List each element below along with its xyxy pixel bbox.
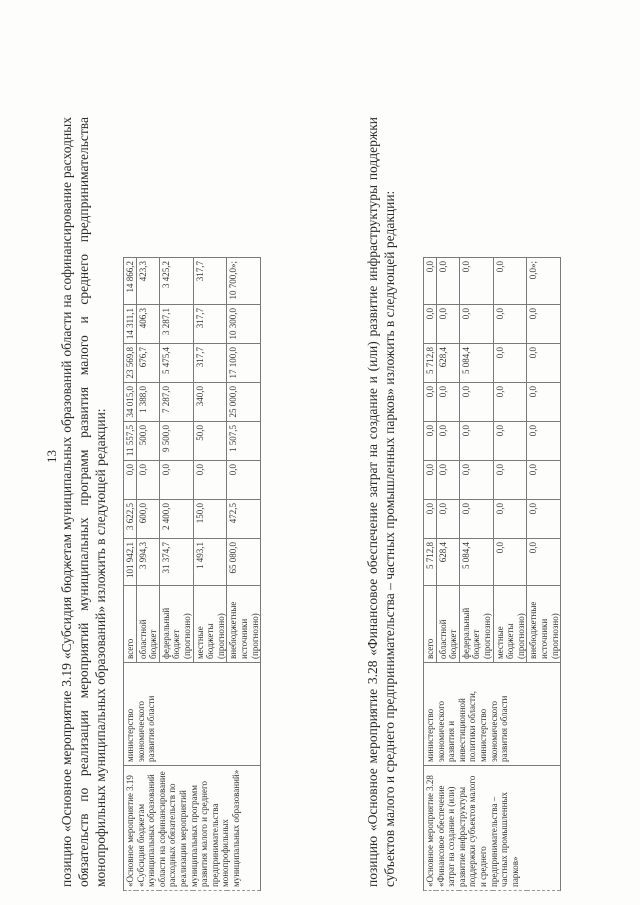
value-cell: 2 400,0 bbox=[159, 500, 193, 539]
value-cell: 5 084,4 bbox=[459, 539, 493, 586]
value-cell: 5 712,8 bbox=[424, 539, 437, 586]
value-cell: 0,0 bbox=[424, 305, 437, 344]
value-cell: 7 287,0 bbox=[159, 383, 193, 422]
value-cell: 317,7 bbox=[193, 258, 227, 305]
value-cell: 0,0 bbox=[436, 422, 459, 461]
value-cell: 0,0 bbox=[124, 461, 137, 500]
value-cell: 0,0 bbox=[159, 461, 193, 500]
value-cell: 0,0 bbox=[459, 383, 493, 422]
value-cell: 34 015,0 bbox=[124, 383, 137, 422]
source-cell: всего bbox=[424, 586, 437, 663]
value-cell: 340,0 bbox=[193, 383, 227, 422]
value-cell: 0,0 bbox=[493, 305, 527, 344]
value-cell: 0,0 bbox=[436, 305, 459, 344]
value-cell: 317,7 bbox=[193, 305, 227, 344]
value-cell: 0,0 bbox=[227, 461, 261, 500]
paragraph-3-28: позицию «Основное мероприятие 3.28 «Финансовое обеспечение затрат на создание и (или) развитие инфраструктуры поддержки субъектов малого и среднего предпринимательства – частных промышленных парков» изложить в следующей редакции: bbox=[365, 117, 397, 887]
table-measure-3-19 bbox=[123, 257, 261, 891]
value-cell: 0,0 bbox=[424, 383, 437, 422]
value-cell: 14 866,2 bbox=[124, 258, 137, 305]
value-cell: 5 475,4 bbox=[159, 344, 193, 383]
value-cell: 0,0 bbox=[493, 422, 527, 461]
value-cell: 50,0 bbox=[193, 422, 227, 461]
value-cell: 423,3 bbox=[136, 258, 159, 305]
value-cell: 0,0 bbox=[493, 258, 527, 305]
value-cell: 0,0 bbox=[424, 422, 437, 461]
value-cell: 0,0 bbox=[493, 344, 527, 383]
source-cell: федеральный бюджет (прогнозно) bbox=[159, 586, 193, 663]
source-cell: всего bbox=[124, 586, 137, 663]
value-cell: 0,0 bbox=[436, 461, 459, 500]
value-cell: 0,0 bbox=[459, 500, 493, 539]
value-cell: 628,4 bbox=[436, 539, 459, 586]
value-cell: 3 287,1 bbox=[159, 305, 193, 344]
value-cell: 9 500,0 bbox=[159, 422, 193, 461]
value-cell: 317,7 bbox=[193, 344, 227, 383]
value-cell: 0,0 bbox=[459, 305, 493, 344]
value-cell: 0,0 bbox=[424, 500, 437, 539]
value-cell: 0,0 bbox=[459, 422, 493, 461]
value-cell: 25 000,0 bbox=[227, 383, 261, 422]
value-cell: 10 700,0»; bbox=[227, 258, 261, 305]
value-cell: 1 493,1 bbox=[193, 539, 227, 586]
responsible-cell: министерство экономического развития области bbox=[124, 663, 261, 766]
source-cell: местные бюджеты (прогнозно) bbox=[193, 586, 227, 663]
value-cell: 0,0 bbox=[459, 258, 493, 305]
value-cell: 0,0 bbox=[436, 258, 459, 305]
value-cell: 10 300,0 bbox=[227, 305, 261, 344]
value-cell: 0,0 bbox=[459, 461, 493, 500]
value-cell: 0,0 bbox=[527, 383, 561, 422]
value-cell: 0,0 bbox=[436, 383, 459, 422]
value-cell: 0,0 bbox=[527, 500, 561, 539]
value-cell: 0,0 bbox=[527, 344, 561, 383]
value-cell: 1 507,5 bbox=[227, 422, 261, 461]
value-cell: 5 712,8 bbox=[424, 344, 437, 383]
value-cell: 0,0 bbox=[424, 258, 437, 305]
source-cell: внебюджетные источники (прогнозно) bbox=[527, 586, 561, 663]
value-cell: 0,0 bbox=[493, 539, 527, 586]
paragraph-3-19: позицию «Основное мероприятие 3.19 «Субсидия бюджетам муниципальных образований области на софинансирование расходных обязательств по реализации мероприятий муниципальных программ развития малого и среднего предпринимательства монопрофильных муниципальных образований» изложить в следующей редакции: bbox=[59, 117, 108, 887]
value-cell: 150,0 bbox=[193, 500, 227, 539]
value-cell: 0,0 bbox=[193, 461, 227, 500]
source-cell: местные бюджеты (прогнозно) bbox=[493, 586, 527, 663]
value-cell: 31 374,7 bbox=[159, 539, 193, 586]
value-cell: 600,0 bbox=[136, 500, 159, 539]
value-cell: 0,0 bbox=[527, 422, 561, 461]
value-cell: 0,0 bbox=[436, 500, 459, 539]
measure-name-cell: «Основное мероприятие 3.28 «Финансовое обеспечение затрат на создание и (или) развитие инфраструктуры поддержки субъектов малого и среднего предпринимательства – частных промышленных парков» bbox=[424, 766, 561, 891]
value-cell: 472,5 bbox=[227, 500, 261, 539]
value-cell: 628,4 bbox=[436, 344, 459, 383]
value-cell: 0,0 bbox=[493, 500, 527, 539]
value-cell: 5 084,4 bbox=[459, 344, 493, 383]
value-cell: 0,0 bbox=[527, 461, 561, 500]
value-cell: 3 425,2 bbox=[159, 258, 193, 305]
value-cell: 0,0 bbox=[493, 383, 527, 422]
value-cell: 65 080,0 bbox=[227, 539, 261, 586]
measure-name-cell: «Основное мероприятие 3.19 «Субсидия бюджетам муниципальных образований области на софинансирование расходных обязательств по реализации мероприятий муниципальных программ развития малого и среднего предпринимательства монопрофильных муниципальных образований» bbox=[124, 766, 261, 891]
value-cell: 0,0 bbox=[136, 461, 159, 500]
value-cell: 0,0 bbox=[493, 461, 527, 500]
value-cell: 101 942,1 bbox=[124, 539, 137, 586]
value-cell: 0,0»; bbox=[527, 258, 561, 305]
value-cell: 14 311,1 bbox=[124, 305, 137, 344]
source-cell: федеральный бюджет (прогнозно) bbox=[459, 586, 493, 663]
value-cell: 0,0 bbox=[527, 539, 561, 586]
page-number: 13 bbox=[44, 450, 59, 463]
responsible-cell: министерство экономического развития и инвестиционной политики области, министерство экономического развития области bbox=[424, 663, 561, 766]
value-cell: 500,0 bbox=[136, 422, 159, 461]
value-cell: 23 569,8 bbox=[124, 344, 137, 383]
source-cell: областной бюджет bbox=[136, 586, 159, 663]
value-cell: 406,3 bbox=[136, 305, 159, 344]
value-cell: 0,0 bbox=[424, 461, 437, 500]
value-cell: 11 557,5 bbox=[124, 422, 137, 461]
value-cell: 3 622,5 bbox=[124, 500, 137, 539]
source-cell: внебюджетные источники (прогнозно) bbox=[227, 586, 261, 663]
value-cell: 3 994,3 bbox=[136, 539, 159, 586]
value-cell: 1 388,0 bbox=[136, 383, 159, 422]
value-cell: 17 100,0 bbox=[227, 344, 261, 383]
value-cell: 0,0 bbox=[527, 305, 561, 344]
table-measure-3-28 bbox=[423, 257, 561, 891]
value-cell: 676,7 bbox=[136, 344, 159, 383]
source-cell: областной бюджет bbox=[436, 586, 459, 663]
